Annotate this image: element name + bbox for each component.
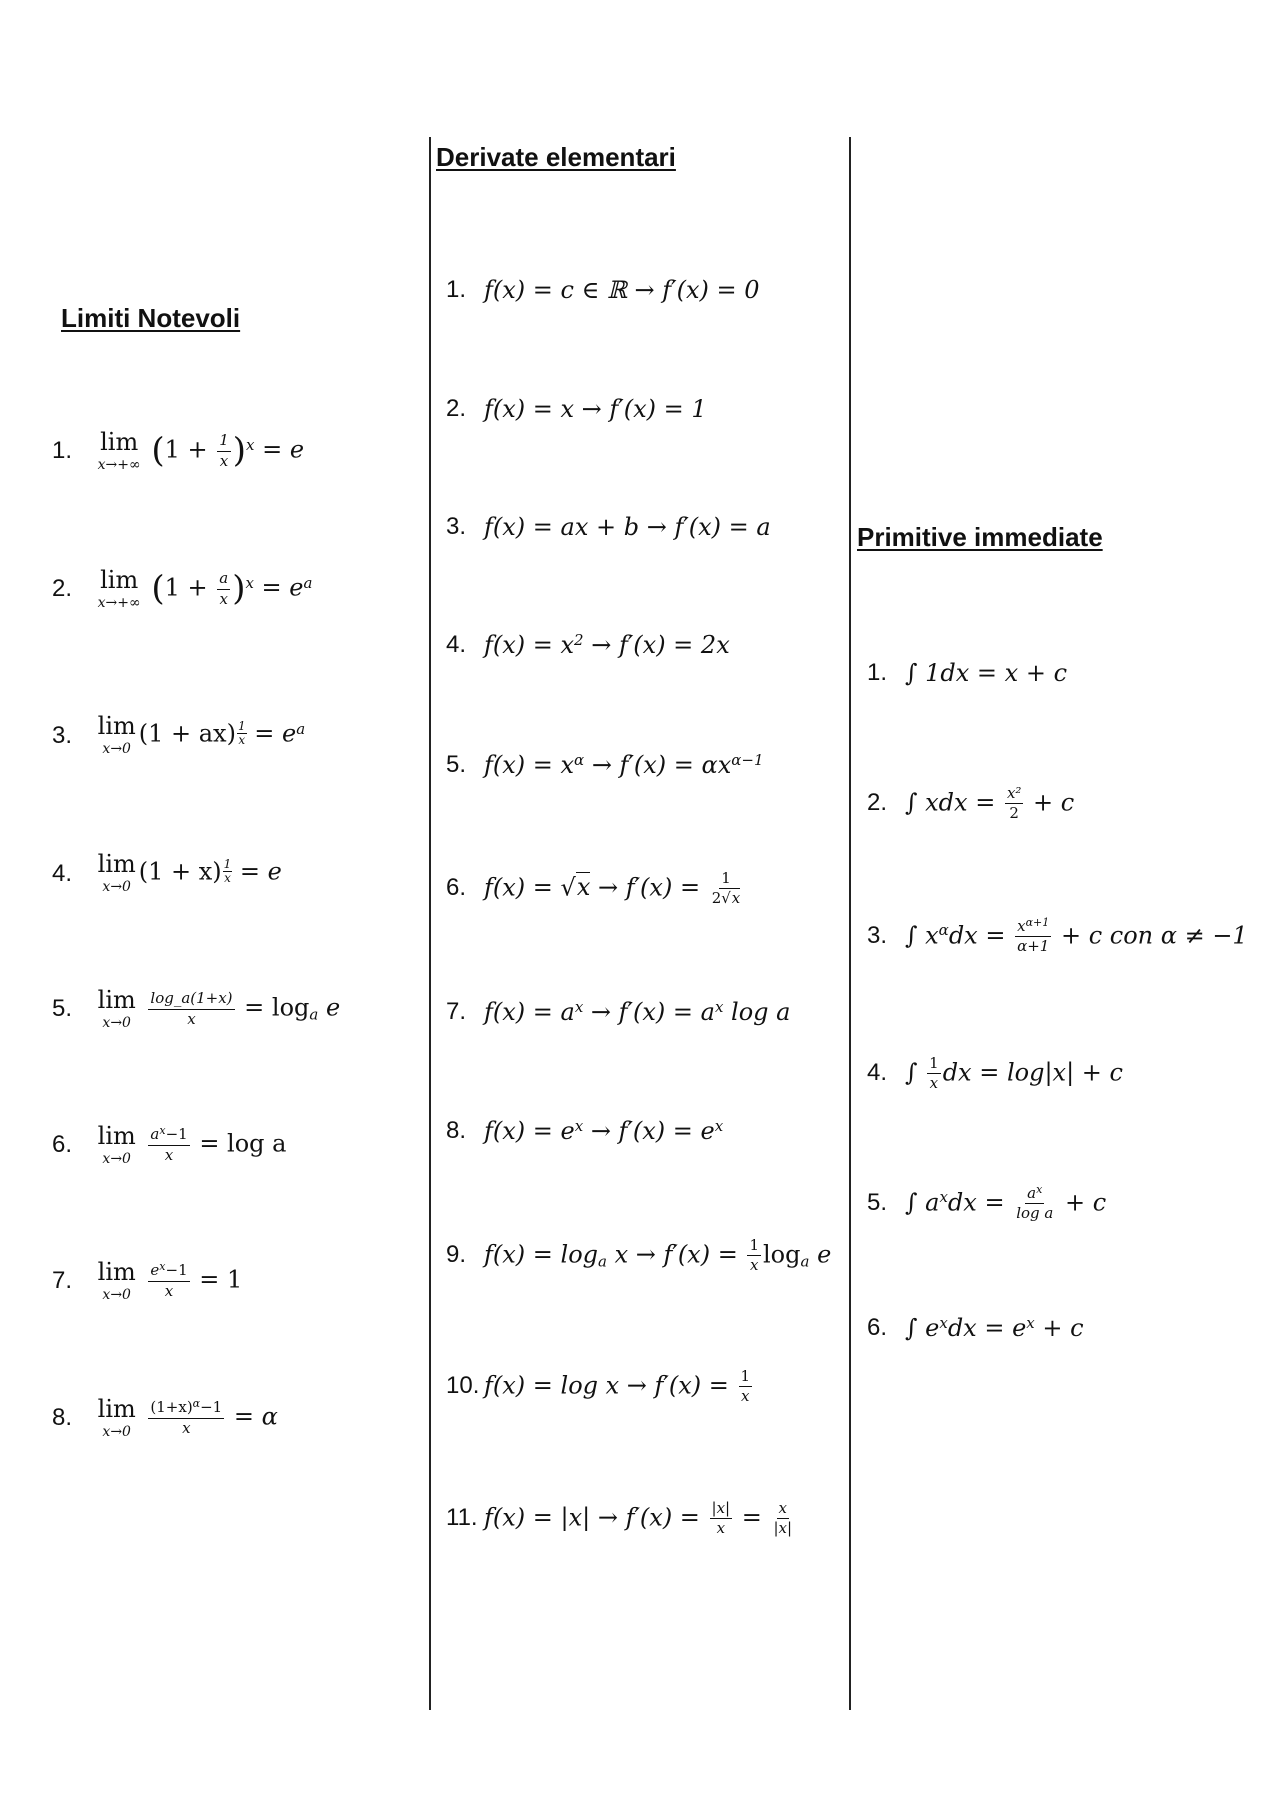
formula-part: dx = log|x| + c <box>942 1058 1123 1087</box>
lim-under: x→+∞ <box>97 457 141 473</box>
derivative-item-11 <box>446 1500 796 1538</box>
fraction: $\frac{1}{2√x}$ <box>711 869 741 908</box>
rhs: = e <box>232 857 282 886</box>
lim-text: lim <box>100 428 139 456</box>
lim-under: x→+∞ <box>97 595 141 611</box>
fraction: $\frac{\text{x²}}{2}$ <box>1006 784 1022 823</box>
formula-part: ∫ a <box>905 1188 940 1217</box>
formula-part: → f′(x) = a <box>583 998 715 1027</box>
lim-text: lim <box>97 712 136 740</box>
rhs: = e <box>253 573 304 602</box>
formula-part: + c <box>1057 1188 1107 1217</box>
formula-part: → f′(x) = αx <box>584 751 732 780</box>
exponent: x <box>714 998 724 1017</box>
lim-text: lim <box>100 566 139 594</box>
item-number: 6. <box>446 874 467 902</box>
formula-part: dx = <box>948 921 1014 950</box>
formula-part: f(x) = x <box>484 751 575 780</box>
fraction: $\frac{a^x-1}{x}$ <box>150 1124 188 1164</box>
lim-under: x→0 <box>102 879 131 895</box>
fraction: $\frac{x^{\alpha+1}}{\alpha+1}$ <box>1017 916 1050 956</box>
fraction: $\frac{|x|}{x}$ <box>711 1499 731 1538</box>
item-number: 2. <box>52 574 73 602</box>
heading-limiti-notevoli: Limiti Notevoli <box>61 303 241 333</box>
primitive-item-1 <box>867 658 1067 688</box>
formula: f(x) = c ∈ ℝ → f′(x) = 0 <box>484 276 760 305</box>
exponent: α−1 <box>731 751 764 770</box>
exponent: x <box>939 1188 948 1207</box>
exponent-fraction: $\frac{1}{x}$ <box>237 718 246 747</box>
primitive-item-3 <box>867 918 1248 956</box>
formula-part: = <box>734 1503 770 1532</box>
exponent: x <box>574 1117 584 1136</box>
subscript: a <box>598 1252 607 1271</box>
item-number: 4. <box>446 631 467 659</box>
fraction: $\frac{1}{x}$ <box>740 1367 751 1406</box>
formula-part: + c <box>1025 788 1075 817</box>
fraction: $\frac{e^x-1}{x}$ <box>150 1260 188 1300</box>
item-number: 1. <box>867 659 888 687</box>
formula-part: → f′(x) = <box>590 873 708 902</box>
paren-open: ( <box>151 430 165 471</box>
column-divider-left <box>429 137 431 1710</box>
lim-text: lim <box>97 1258 136 1286</box>
formula-part: → f′(x) = e <box>583 1117 715 1146</box>
expr-part: (1 + ax) <box>138 719 236 748</box>
derivative-item-7 <box>446 997 790 1027</box>
formula-part: dx = e <box>947 1314 1027 1343</box>
item-number: 5. <box>52 994 73 1022</box>
subscript: a <box>800 1252 810 1271</box>
rhs-subscript: a <box>309 1005 319 1024</box>
heading-primitive-immediate: Primitive immediate <box>857 522 1103 552</box>
item-number: 6. <box>52 1130 73 1158</box>
limit-item-3 <box>52 714 305 759</box>
exponent: x <box>574 998 584 1017</box>
item-number: 2. <box>446 395 467 423</box>
limit-item-7 <box>52 1260 242 1302</box>
derivative-item-9 <box>446 1237 831 1275</box>
item-number: 3. <box>446 513 467 541</box>
derivative-item-8 <box>446 1116 723 1146</box>
derivative-item-10 <box>446 1368 754 1406</box>
item-number: 4. <box>867 1059 888 1087</box>
derivative-item-2 <box>446 394 707 424</box>
heading-derivate-elementari: Derivate elementari <box>436 142 676 172</box>
derivative-item-4 <box>446 630 730 660</box>
exponent-fraction: $\frac{1}{x}$ <box>223 856 232 885</box>
formula-part: e <box>809 1240 832 1269</box>
formula: ∫ 1dx = x + c <box>905 659 1068 688</box>
expr-part: 1 + <box>164 573 208 602</box>
item-number: 10. <box>446 1372 480 1400</box>
item-number: 3. <box>52 722 73 750</box>
fraction: $\frac{a}{x}$ <box>219 569 229 608</box>
primitive-item-5 <box>867 1185 1106 1223</box>
fraction: $\frac{1}{x}$ <box>749 1236 759 1275</box>
formula-part: + c <box>1034 1314 1084 1343</box>
formula-part: f(x) = log x → f′(x) = <box>484 1371 737 1400</box>
formula-part: log <box>763 1240 801 1269</box>
item-number: 8. <box>446 1117 467 1145</box>
derivative-item-1 <box>446 275 760 305</box>
rhs: = log a <box>191 1129 287 1158</box>
expr-part: (1 + x) <box>138 857 222 886</box>
formula-part: ∫ xdx = <box>905 788 1003 817</box>
formula: f(x) = x → f′(x) = 1 <box>484 395 707 424</box>
limit-item-8 <box>52 1397 278 1439</box>
rhs: = 1 <box>191 1265 243 1294</box>
paren-close: ) <box>232 430 247 471</box>
primitive-item-4 <box>867 1055 1123 1093</box>
lim-text: lim <box>97 850 136 878</box>
derivative-item-5 <box>446 750 764 780</box>
primitive-item-2 <box>867 785 1074 823</box>
exponent: α <box>938 921 949 940</box>
sqrt-radicand: x <box>576 873 591 902</box>
formula-part: → f′(x) = 2x <box>583 631 730 660</box>
item-number: 2. <box>867 789 888 817</box>
lim-text: lim <box>97 1122 136 1150</box>
limit-item-1 <box>52 430 304 472</box>
item-number: 4. <box>52 860 73 888</box>
primitive-item-6 <box>867 1313 1084 1343</box>
formula-part: dx = <box>947 1188 1013 1217</box>
derivative-item-6 <box>446 870 744 908</box>
formula-part: f(x) = |x| → f′(x) = <box>484 1503 708 1532</box>
formula-part: f(x) = log <box>484 1240 598 1269</box>
formula-part: f(x) = x <box>484 631 575 660</box>
item-number: 1. <box>52 436 73 464</box>
expr-part: 1 + <box>164 435 208 464</box>
exponent: α <box>574 751 585 770</box>
item-number: 9. <box>446 1241 467 1269</box>
lim-under: x→0 <box>102 1287 131 1303</box>
formula-part: f(x) = √ <box>484 873 576 902</box>
item-number: 8. <box>52 1403 73 1431</box>
formula-part: + c con α ≠ −1 <box>1053 921 1248 950</box>
lim-text: lim <box>97 1395 136 1423</box>
item-number: 1. <box>446 276 467 304</box>
item-number: 3. <box>867 922 888 950</box>
fraction: $\frac{x}{|x|}$ <box>773 1499 793 1538</box>
formula-part: x → f′(x) = <box>606 1240 746 1269</box>
exponent: x <box>246 435 255 454</box>
item-number: 5. <box>446 751 467 779</box>
lim-under: x→0 <box>102 1151 131 1167</box>
rhs: = α <box>226 1402 278 1431</box>
rhs: = e <box>254 435 305 464</box>
limit-item-5 <box>52 988 340 1030</box>
limit-item-2 <box>52 568 312 610</box>
fraction: $\frac{\log\_a(1+x)}{x}$ <box>150 989 233 1028</box>
item-number: 7. <box>446 998 467 1026</box>
lim-under: x→0 <box>102 741 131 757</box>
rhs-tail: e <box>318 993 341 1022</box>
exponent: x <box>939 1314 948 1333</box>
exponent: 2 <box>574 631 584 650</box>
lim-text: lim <box>97 986 136 1014</box>
fraction: $\frac{(1+x)^\alpha-1}{x}$ <box>150 1397 223 1437</box>
paren-open: ( <box>151 568 165 609</box>
item-number: 11. <box>446 1504 478 1532</box>
formula-part: f(x) = a <box>484 998 575 1027</box>
item-number: 7. <box>52 1266 73 1294</box>
rhs: = e <box>246 719 297 748</box>
column-divider-right <box>849 137 851 1710</box>
formula: f(x) = ax + b → f′(x) = a <box>484 513 771 542</box>
item-number: 5. <box>867 1189 888 1217</box>
formula-part: ∫ <box>905 1058 926 1087</box>
limit-item-6 <box>52 1124 286 1166</box>
rhs-exponent: a <box>296 719 306 738</box>
exponent: x <box>714 1117 724 1136</box>
item-number: 6. <box>867 1314 888 1342</box>
formula-part: ∫ e <box>905 1314 940 1343</box>
limit-item-4 <box>52 852 282 897</box>
paren-close: ) <box>232 568 246 609</box>
exponent: x <box>245 573 254 592</box>
fraction: $\frac{a^x}{\text{log a}}$ <box>1016 1183 1054 1223</box>
derivative-item-3 <box>446 512 771 542</box>
formula-part: log a <box>723 998 791 1027</box>
lim-under: x→0 <box>102 1015 131 1031</box>
fraction: $\frac{1}{x}$ <box>219 431 229 470</box>
formula-part: f(x) = e <box>484 1117 575 1146</box>
formula-part: ∫ x <box>905 921 939 950</box>
rhs: = log <box>236 993 310 1022</box>
fraction: $\frac{1}{x}$ <box>929 1054 939 1093</box>
lim-under: x→0 <box>102 1424 131 1440</box>
rhs-exponent: a <box>303 573 313 592</box>
exponent: x <box>1026 1314 1035 1333</box>
